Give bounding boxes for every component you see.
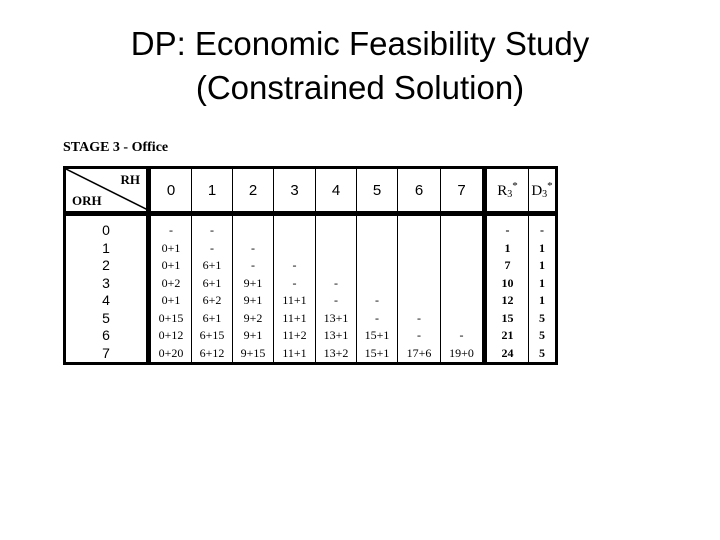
- d-star-sub: 3: [542, 189, 548, 200]
- value-cell: 0+20: [149, 345, 192, 364]
- slide-title: [0, 22, 720, 110]
- value-cell: 6+1: [192, 257, 233, 275]
- value-cell: [398, 257, 441, 275]
- corner-header-cell: [65, 168, 149, 214]
- value-cell: 6+1: [192, 275, 233, 293]
- r-star-cell: -: [485, 214, 529, 240]
- table-row: [65, 327, 557, 345]
- value-cell: 15+1: [357, 327, 398, 345]
- value-cell: -: [398, 310, 441, 328]
- column-header: 0: [149, 168, 192, 214]
- orh-cell: 2: [65, 257, 149, 275]
- value-cell: 9+1: [233, 275, 274, 293]
- column-header: 3: [274, 168, 316, 214]
- r-star-main: R: [497, 183, 508, 199]
- value-cell: [316, 257, 357, 275]
- d-star-cell: 1: [529, 275, 557, 293]
- orh-cell: 6: [65, 327, 149, 345]
- value-cell: -: [192, 240, 233, 258]
- orh-cell: 0: [65, 214, 149, 240]
- value-cell: [316, 214, 357, 240]
- r-star-cell: 1: [485, 240, 529, 258]
- value-cell: 0+2: [149, 275, 192, 293]
- d-star-cell: 5: [529, 345, 557, 364]
- column-header: 5: [357, 168, 398, 214]
- value-cell: 11+1: [274, 292, 316, 310]
- column-header: 1: [192, 168, 233, 214]
- dp-stage-table: [63, 166, 558, 365]
- d-star-cell: 5: [529, 310, 557, 328]
- value-cell: [441, 214, 485, 240]
- value-cell: [357, 240, 398, 258]
- table-row: [65, 240, 557, 258]
- value-cell: 13+1: [316, 310, 357, 328]
- value-cell: -: [274, 257, 316, 275]
- value-cell: 11+2: [274, 327, 316, 345]
- value-cell: [316, 240, 357, 258]
- value-cell: 0+1: [149, 240, 192, 258]
- title-line-1: DP: Economic Feasibility Study: [130, 25, 590, 62]
- value-cell: [441, 257, 485, 275]
- value-cell: -: [316, 275, 357, 293]
- value-cell: -: [233, 257, 274, 275]
- d-star-cell: -: [529, 214, 557, 240]
- table-row: [65, 257, 557, 275]
- value-cell: [233, 214, 274, 240]
- table-row: [65, 275, 557, 293]
- title-line-2: (Constrained Solution): [195, 69, 525, 106]
- value-cell: 11+1: [274, 310, 316, 328]
- value-cell: 0+1: [149, 292, 192, 310]
- value-cell: -: [398, 327, 441, 345]
- value-cell: 9+2: [233, 310, 274, 328]
- r-star-mark: *: [512, 180, 518, 192]
- value-cell: [357, 214, 398, 240]
- value-cell: 19+0: [441, 345, 485, 364]
- d-star-cell: 1: [529, 257, 557, 275]
- value-cell: -: [274, 275, 316, 293]
- corner-orh-label: ORH: [72, 193, 102, 208]
- value-cell: -: [357, 292, 398, 310]
- value-cell: 13+2: [316, 345, 357, 364]
- column-header: 6: [398, 168, 441, 214]
- value-cell: -: [441, 327, 485, 345]
- value-cell: 17+6: [398, 345, 441, 364]
- value-cell: 15+1: [357, 345, 398, 364]
- value-cell: 6+15: [192, 327, 233, 345]
- value-cell: -: [192, 214, 233, 240]
- d-star-cell: 1: [529, 292, 557, 310]
- table-row: [65, 310, 557, 328]
- value-cell: 9+1: [233, 327, 274, 345]
- value-cell: -: [233, 240, 274, 258]
- value-cell: [398, 214, 441, 240]
- value-cell: [357, 275, 398, 293]
- value-cell: 0+12: [149, 327, 192, 345]
- d-star-mark: *: [547, 180, 553, 192]
- table-row: [65, 292, 557, 310]
- column-header: 7: [441, 168, 485, 214]
- value-cell: 0+1: [149, 257, 192, 275]
- value-cell: [274, 240, 316, 258]
- value-cell: [357, 257, 398, 275]
- r-star-header: [485, 168, 529, 214]
- r-star-cell: 24: [485, 345, 529, 364]
- stage-label: STAGE 3 - Office: [63, 140, 169, 155]
- value-cell: 9+15: [233, 345, 274, 364]
- value-cell: 0+15: [149, 310, 192, 328]
- value-cell: -: [316, 292, 357, 310]
- table-body: [65, 214, 557, 364]
- value-cell: [398, 292, 441, 310]
- d-star-cell: 1: [529, 240, 557, 258]
- orh-cell: 5: [65, 310, 149, 328]
- r-star-cell: 15: [485, 310, 529, 328]
- value-cell: [441, 292, 485, 310]
- d-star-main: D: [531, 183, 543, 199]
- value-cell: 6+2: [192, 292, 233, 310]
- value-cell: [398, 240, 441, 258]
- table-row: [65, 345, 557, 364]
- value-cell: [441, 275, 485, 293]
- value-cell: [398, 275, 441, 293]
- orh-cell: 7: [65, 345, 149, 364]
- column-header: 2: [233, 168, 274, 214]
- value-cell: 11+1: [274, 345, 316, 364]
- r-star-sub: 3: [507, 189, 513, 200]
- d-star-header: [529, 168, 557, 214]
- d-star-cell: 5: [529, 327, 557, 345]
- value-cell: 13+1: [316, 327, 357, 345]
- r-star-cell: 7: [485, 257, 529, 275]
- column-header: 4: [316, 168, 357, 214]
- value-cell: [441, 310, 485, 328]
- table-row: [65, 214, 557, 240]
- value-cell: -: [149, 214, 192, 240]
- value-cell: 6+1: [192, 310, 233, 328]
- orh-cell: 3: [65, 275, 149, 293]
- value-cell: -: [357, 310, 398, 328]
- r-star-cell: 21: [485, 327, 529, 345]
- r-star-cell: 10: [485, 275, 529, 293]
- corner-rh-label: RH: [120, 172, 140, 187]
- value-cell: 9+1: [233, 292, 274, 310]
- value-cell: [274, 214, 316, 240]
- orh-cell: 1: [65, 240, 149, 258]
- value-cell: [441, 240, 485, 258]
- table-header-row: [65, 168, 557, 214]
- r-star-cell: 12: [485, 292, 529, 310]
- orh-cell: 4: [65, 292, 149, 310]
- value-cell: 6+12: [192, 345, 233, 364]
